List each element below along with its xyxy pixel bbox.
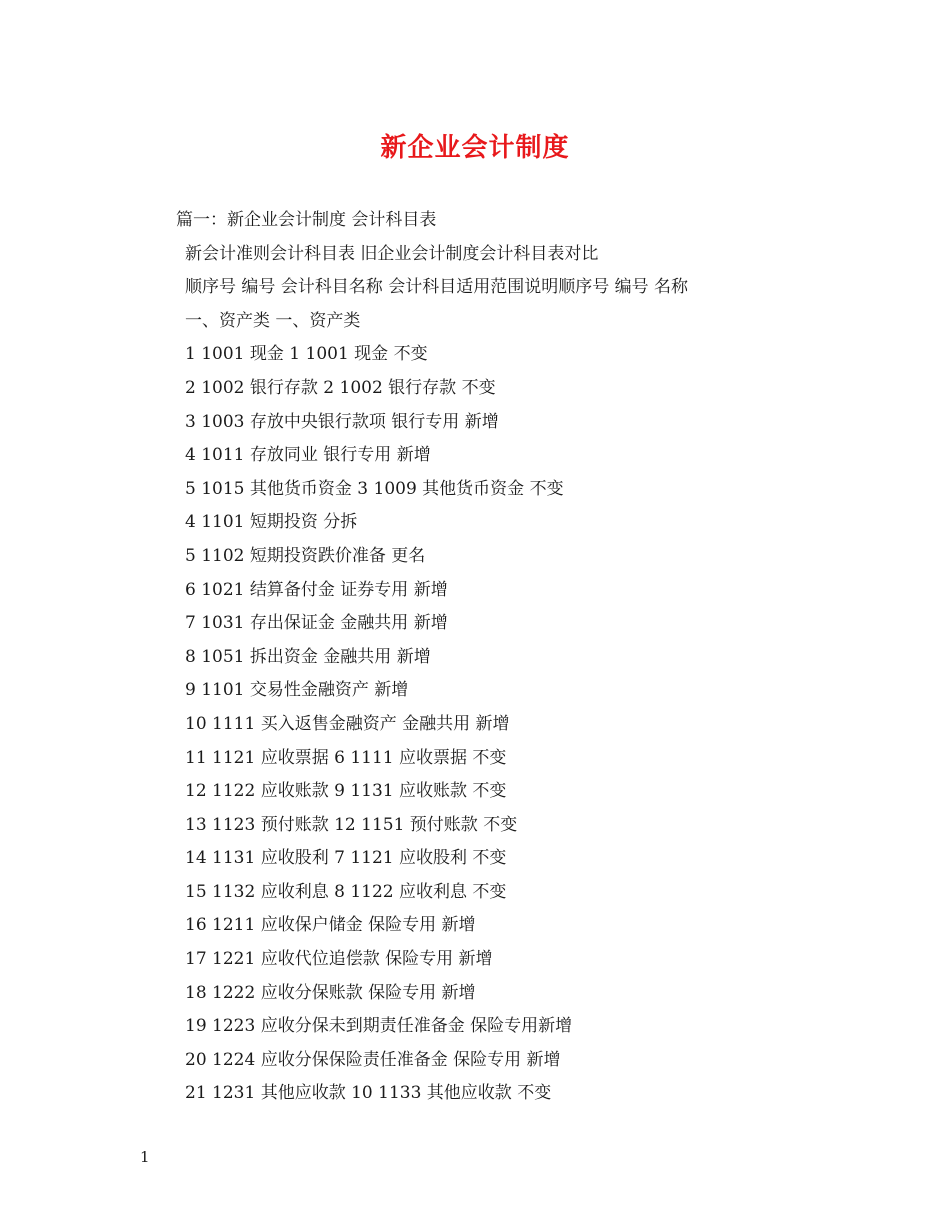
table-row: 11 1121 应收票据 6 1111 应收票据 不变	[185, 747, 507, 768]
table-row: 20 1224 应收分保保险责任准备金 保险专用 新增	[185, 1049, 561, 1070]
table-row: 13 1123 预付账款 12 1151 预付账款 不变	[185, 814, 518, 835]
table-row: 1 1001 现金 1 1001 现金 不变	[185, 344, 428, 365]
category-heading: 一、资产类 一、资产类	[185, 310, 361, 331]
table-row: 10 1111 买入返售金融资产 金融共用 新增	[185, 713, 510, 734]
table-row: 17 1221 应收代位追偿款 保险专用 新增	[185, 949, 493, 970]
table-row: 6 1021 结算备付金 证券专用 新增	[185, 579, 448, 600]
section-heading: 篇一：新企业会计制度 会计科目表	[176, 210, 437, 230]
page-number: 1	[140, 1148, 150, 1166]
table-row: 4 1011 存放同业 银行专用 新增	[185, 445, 431, 466]
table-row: 4 1101 短期投资 分拆	[185, 512, 358, 533]
table-row: 8 1051 拆出资金 金融共用 新增	[185, 646, 431, 667]
table-row: 5 1102 短期投资跌价准备 更名	[185, 545, 426, 566]
table-row: 19 1223 应收分保未到期责任准备金 保险专用新增	[185, 1016, 573, 1037]
table-row: 14 1131 应收股利 7 1121 应收股利 不变	[185, 848, 507, 869]
table-row: 3 1003 存放中央银行款项 银行专用 新增	[185, 411, 499, 432]
document-title: 新企业会计制度	[380, 133, 570, 163]
table-row: 7 1031 存出保证金 金融共用 新增	[185, 613, 448, 634]
table-header: 顺序号 编号 会计科目名称 会计科目适用范围说明顺序号 编号 名称	[185, 277, 689, 298]
table-row: 18 1222 应收分保账款 保险专用 新增	[185, 982, 476, 1003]
table-row: 21 1231 其他应收款 10 1133 其他应收款 不变	[185, 1083, 552, 1104]
table-row: 15 1132 应收利息 8 1122 应收利息 不变	[185, 881, 507, 902]
table-caption: 新会计准则会计科目表 旧企业会计制度会计科目表对比	[185, 243, 599, 264]
document-body	[176, 204, 876, 1111]
table-row: 12 1122 应收账款 9 1131 应收账款 不变	[185, 781, 507, 802]
table-row: 5 1015 其他货币资金 3 1009 其他货币资金 不变	[185, 478, 564, 499]
table-row: 16 1211 应收保户储金 保险专用 新增	[185, 915, 476, 936]
table-row: 2 1002 银行存款 2 1002 银行存款 不变	[185, 377, 496, 398]
table-row: 9 1101 交易性金融资产 新增	[185, 680, 409, 701]
